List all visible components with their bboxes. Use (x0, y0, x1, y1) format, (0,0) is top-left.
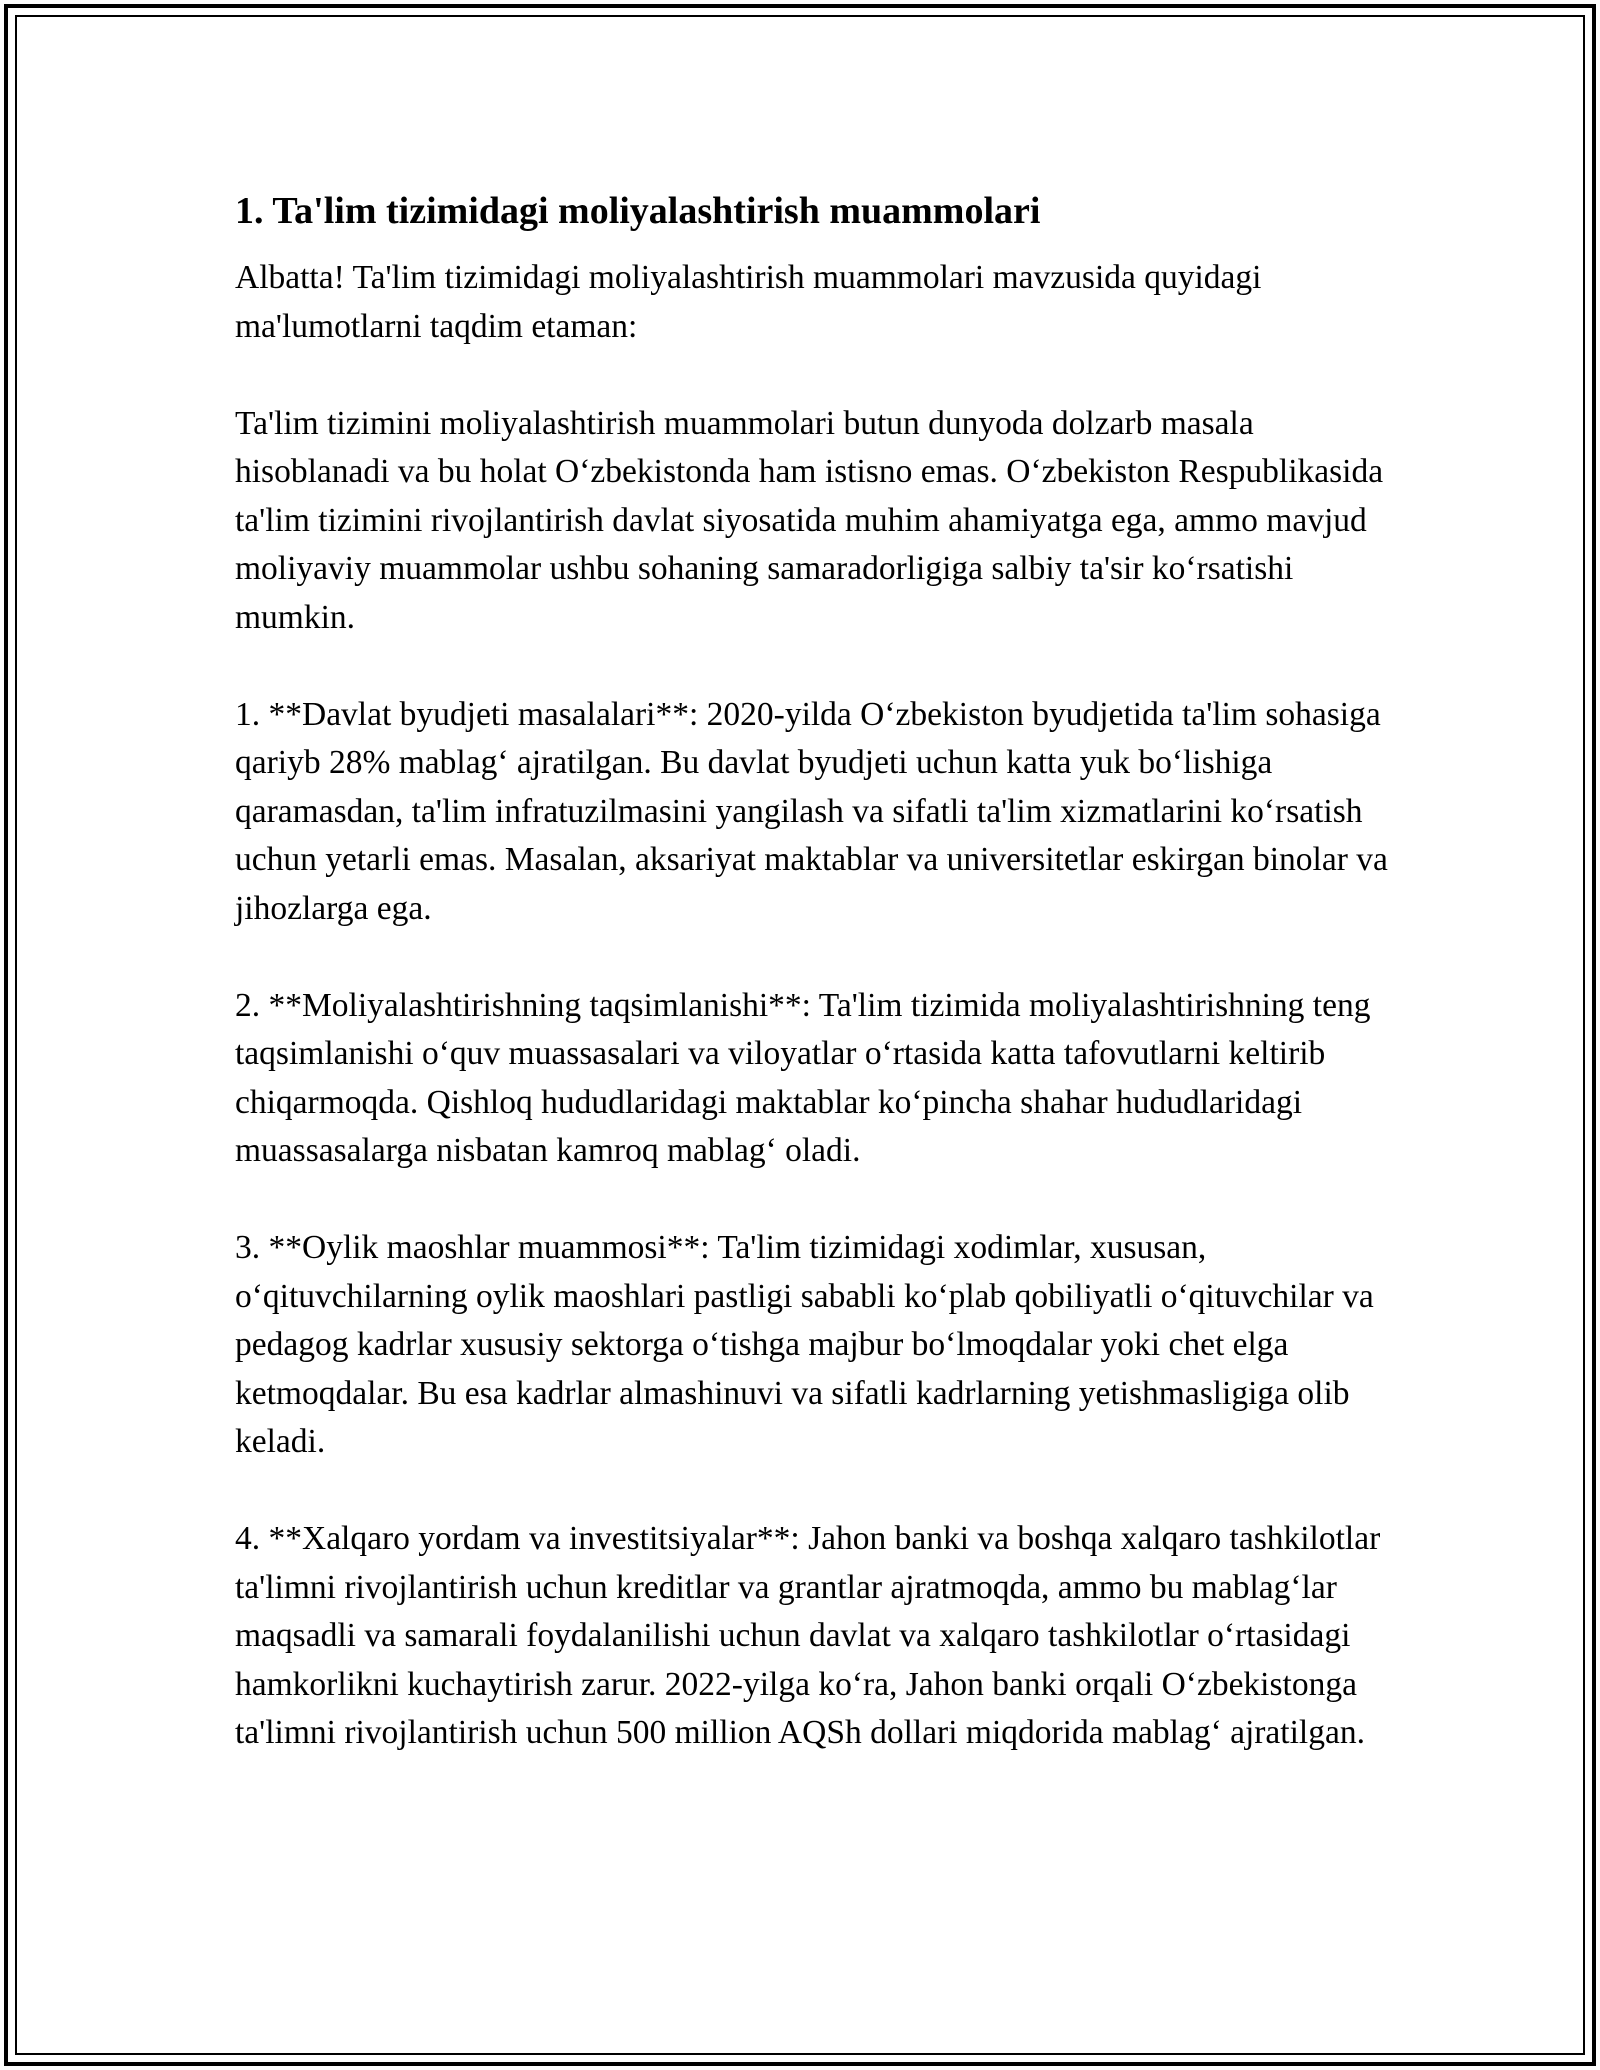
document-body (235, 186, 1395, 1806)
page-title: 1. Ta'lim tizimidagi moliyalashtirish muammolari (235, 190, 1041, 232)
list-item-distribution: 2. **Moliyalashtirishning taqsimlanishi**: Ta'lim tizimida moliyalashtirishning teng taqsimlanishi o‘quv muassasalari va viloyatlar o‘rtasida katta tafovutlarni keltirib chiqarmoqda. Qishloq hududlaridagi maktablar ko‘pincha shahar hududlaridagi muassasalarga nisbatan kamroq mablag‘ oladi. (235, 986, 1371, 1169)
list-item-salaries: 3. **Oylik maoshlar muammosi**: Ta'lim tizimidagi xodimlar, xususan, o‘qituvchilarning oylik maoshlari pastligi sababli ko‘plab qobiliyatli o‘qituvchilar va pedagog kadrlar xususiy sektorga o‘tishga majbur bo‘lmoqdalar yoki chet elga ketmoqdalar. Bu esa kadrlar almashinuvi va sifatli kadrlarning yetishmasligiga olib keladi. (235, 1229, 1374, 1460)
intro-paragraph: Albatta! Ta'lim tizimidagi moliyalashtirish muammolari mavzusida quyidagi ma'lumotlarni taqdim etaman: (235, 259, 1262, 345)
overview-paragraph: Ta'lim tizimini moliyalashtirish muammolari butun dunyoda dolzarb masala hisoblanadi va bu holat O‘zbekistonda ham istisno emas. O‘zbekiston Respublikasida ta'lim tizimini rivojlantirish davlat siyosatida muhim ahamiyatga ega, ammo mavjud moliyaviy muammolar ushbu sohaning samaradorligiga salbiy ta'sir ko‘rsatishi mumkin. (235, 404, 1384, 636)
list-item-budget: 1. **Davlat byudjeti masalalari**: 2020-yilda O‘zbekiston byudjetida ta'lim sohasiga qariyb 28% mablag‘ ajratilgan. Bu davlat byudjeti uchun katta yuk bo‘lishiga qaramasdan, ta'lim infratuzilmasini yangilash va sifatli ta'lim xizmatlarini ko‘rsatish uchun yetarli emas. Masalan, aksariyat maktablar va universitetlar eskirgan binolar va jihozlarga ega. (235, 695, 1388, 927)
list-item-international-aid: 4. **Xalqaro yordam va investitsiyalar**: Jahon banki va boshqa xalqaro tashkilotlar ta'limni rivojlantirish uchun kreditlar va grantlar ajratmoqda, ammo bu mablag‘lar maqsadli va samarali foydalanilishi uchun davlat va xalqaro tashkilotlar o‘rtasidagi hamkorlikni kuchaytirish zarur. 2022-yilga ko‘ra, Jahon banki orqali O‘zbekistonga ta'limni rivojlantirish uchun 500 million AQSh dollari miqdorida mablag‘ ajratilgan. (235, 1520, 1381, 1751)
